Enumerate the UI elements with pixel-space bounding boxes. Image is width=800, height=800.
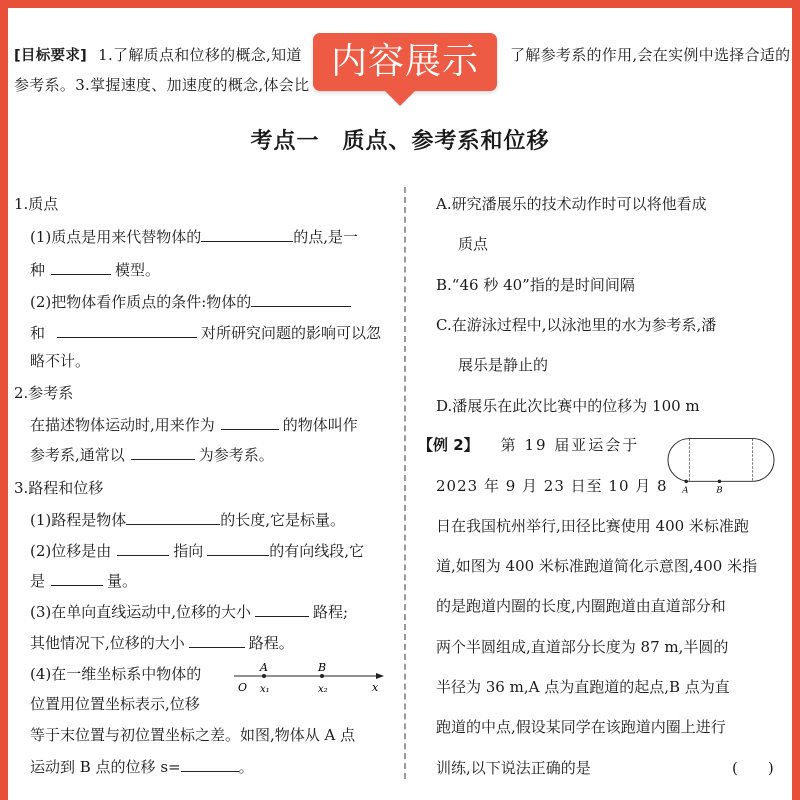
section-title: 考点一 质点、参考系和位移 [250, 129, 550, 154]
text: 模型。 [115, 261, 161, 279]
particle-definition [30, 226, 358, 247]
example-text: 第 19 届亚运会于 [500, 436, 640, 454]
text: 量。 [107, 572, 138, 590]
track-point-b-dot [718, 480, 721, 483]
point-b-label: B [318, 661, 327, 674]
text: (3)在单向直线运动中,位移的大小 [30, 603, 252, 621]
track-point-a-dot [684, 480, 687, 483]
reference-definition [30, 414, 358, 435]
option-c-line-2: 展乐是静止的 [458, 356, 549, 374]
text: (2)把物体看作质点的条件:物体的 [30, 293, 252, 311]
option-c-line-1: C.在游泳过程中,以泳池里的水为参考系,潘 [436, 316, 717, 334]
text: 是 [30, 572, 46, 590]
example-line-2: 2023 年 9 月 23 日至 10 月 8 [436, 477, 668, 495]
example-line-3: 日在我国杭州举行,田径比赛使用 400 米标准跑 [436, 517, 749, 535]
goals-line1-start: 1.了解质点和位移的概念,知道 [98, 46, 302, 64]
straight-line-motion [30, 601, 348, 622]
text: 其他情况下,位移的大小 [30, 634, 185, 652]
text: 参考系,通常以 [30, 446, 125, 464]
text: 路程; [313, 603, 349, 621]
banner-pointer [384, 90, 416, 106]
point-a-label: A [260, 661, 268, 674]
text: 路程。 [248, 634, 294, 652]
answer-blank[interactable] [221, 415, 279, 430]
content-banner: 内容展示 [313, 33, 497, 91]
text: (2)位移是由 [30, 542, 112, 560]
answer-blank[interactable] [251, 292, 351, 307]
x-axis-label: x [372, 681, 379, 694]
example-line-7: 半径为 36 m,A 点为直跑道的起点,B 点为直 [436, 678, 730, 696]
answer-blank[interactable] [181, 757, 239, 772]
answer-blank[interactable] [126, 510, 220, 525]
point-b-dot [320, 674, 324, 678]
answer-blank[interactable] [201, 227, 293, 242]
coordinate-line-4 [30, 756, 254, 777]
text: 的有向线段,它 [269, 542, 365, 560]
example-line-4: 道,如图为 400 米标准跑道简化示意图,400 米指 [436, 557, 758, 575]
track-point-a-label: A [682, 485, 689, 494]
example-line-6: 两个半圆组成,直道部分长度为 87 m,半圆的 [436, 638, 729, 656]
heading-reference: 2.参考系 [14, 384, 74, 402]
text: 在描述物体运动时,用来作为 [30, 416, 215, 434]
example-line-9: 训练,以下说法正确的是 [436, 759, 591, 777]
coordinate-line-1: (4)在一维坐标系中物体的 [30, 665, 202, 683]
answer-blank[interactable] [189, 633, 245, 648]
option-a-line-1: A.研究潘展乐的技术动作时可以将他看成 [436, 195, 707, 213]
text: 的物体叫作 [282, 416, 358, 434]
displacement-vector [30, 570, 137, 591]
answer-blank[interactable] [131, 445, 195, 460]
x1-label: x₁ [260, 684, 270, 695]
particle-model [30, 259, 160, 280]
reference-usual [30, 444, 274, 465]
example-line-8: 跑道的中点,假设某同学在该跑道内圈上进行 [436, 718, 726, 736]
path-definition [30, 509, 345, 530]
heading-path-displacement: 3.路程和位移 [14, 479, 104, 497]
point-a-dot [262, 674, 266, 678]
column-divider [404, 187, 406, 779]
origin-label: O [238, 681, 248, 694]
answer-blank[interactable] [117, 541, 169, 556]
particle-condition-3: 略不计。 [30, 352, 91, 370]
text: 对所研究问题的影响可以忽 [201, 324, 382, 342]
text: 运动到 B 点的位移 s= [30, 758, 181, 776]
text: 和 [30, 324, 46, 342]
goals-line2: 参考系。3.掌握速度、加速度的概念,体会比 [14, 76, 310, 94]
answer-parentheses[interactable]: ( ) [732, 759, 774, 777]
text: 的点,是一 [293, 228, 359, 246]
coordinate-axis-figure [230, 660, 390, 700]
track-point-b-label: B [716, 485, 723, 494]
track-outline [668, 439, 774, 482]
text: 为参考系。 [198, 446, 274, 464]
heading-particle: 1.质点 [14, 195, 59, 213]
option-d: D.潘展乐在此次比赛中的位移为 100 m [436, 397, 700, 415]
goals-label: [目标要求] [14, 48, 88, 64]
option-a-line-2: 质点 [458, 235, 489, 253]
option-b: B.“46 秒 40”指的是时间间隔 [436, 276, 635, 294]
answer-blank[interactable] [255, 602, 309, 617]
answer-blank[interactable] [57, 323, 197, 338]
example-label: 【例 2】 [418, 436, 479, 454]
text: 指向 [173, 542, 204, 560]
text: 。 [238, 758, 254, 776]
displacement-definition [30, 540, 364, 561]
coordinate-line-2: 位置用位置坐标表示,位移 [30, 695, 200, 713]
text: 的长度,它是标量。 [220, 511, 346, 529]
goals-line1-end: 了解参考系的作用,会在实例中选择合适的 [510, 46, 791, 64]
text: (1)路程是物体 [30, 511, 127, 529]
example-2-first-line [418, 434, 639, 455]
answer-blank[interactable] [51, 260, 111, 275]
x2-label: x₂ [318, 684, 328, 695]
axis-arrow [376, 673, 384, 679]
answer-blank[interactable] [51, 571, 103, 586]
particle-condition-2 [30, 322, 381, 343]
particle-condition [30, 291, 351, 312]
answer-blank[interactable] [207, 541, 269, 556]
other-motion [30, 632, 294, 653]
text: (1)质点是用来代替物体的 [30, 228, 202, 246]
text: 种 [30, 261, 46, 279]
coordinate-line-3: 等于末位置与初位置坐标之差。如图,物体从 A 点 [30, 726, 356, 744]
track-diagram [656, 437, 786, 494]
example-line-5: 的是跑道内圈的长度,内圈跑道由直道部分和 [436, 597, 726, 615]
